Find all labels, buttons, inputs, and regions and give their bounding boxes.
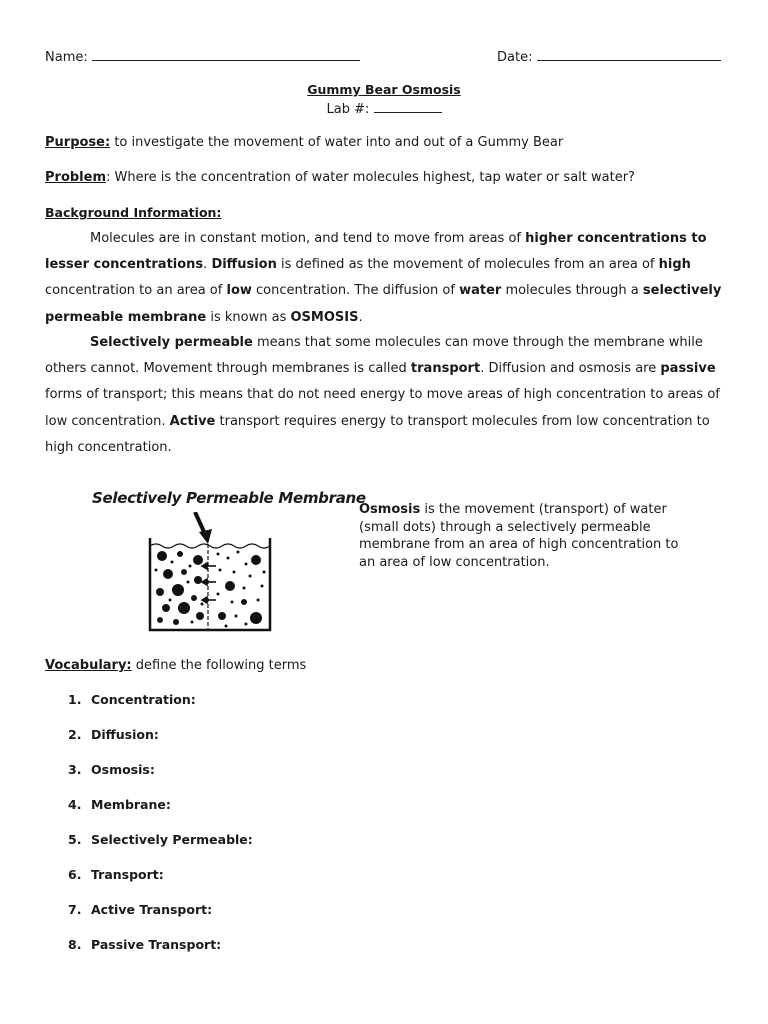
transport-arrows bbox=[202, 563, 216, 603]
purpose-text: to investigate the movement of water into and out of a Gummy Bear bbox=[110, 135, 564, 150]
pointer-arrow-icon bbox=[195, 512, 212, 544]
vocab-term-6: 6. Transport: bbox=[68, 867, 164, 882]
water-molecules bbox=[155, 551, 266, 628]
date-field-row bbox=[497, 48, 721, 65]
vocabulary-label: Vocabulary: bbox=[45, 658, 132, 673]
figure-caption: Osmosis is the movement (transport) of water (small dots) through a selectively permeable membrane from an area of high concentration to an area of low concentration. bbox=[359, 502, 679, 570]
membrane-diagram bbox=[140, 512, 280, 636]
purpose-line bbox=[45, 135, 563, 150]
figure-title: Selectively Permeable Membrane bbox=[92, 489, 366, 507]
vocab-term-5: 5. Selectively Permeable: bbox=[68, 832, 253, 847]
purpose-label: Purpose: bbox=[45, 135, 111, 150]
lab-label: Lab #: bbox=[326, 102, 370, 117]
vocab-term-2: 2. Diffusion: bbox=[68, 727, 159, 742]
background-heading: Background Information: bbox=[45, 205, 222, 220]
vocab-term-8: 8. Passive Transport: bbox=[68, 937, 222, 952]
vocab-term-3: 3. Osmosis: bbox=[68, 762, 155, 777]
vocabulary-line bbox=[45, 658, 306, 673]
name-field-row bbox=[45, 48, 360, 65]
lab-number-line[interactable] bbox=[374, 100, 442, 113]
vocab-term-1: 1. Concentration: bbox=[68, 692, 196, 707]
vocab-term-4: 4. Membrane: bbox=[68, 797, 171, 812]
background-paragraph-2: Selectively permeable means that some molecules can move through the membrane while others cannot. Movement through membranes is called transport. Diffusion and osmosis are passive forms of transport; this means that do not need energy to move areas of high concentration to areas of low concentration. Active transport requires energy to transport molecules from low concentration to high concentration. bbox=[45, 335, 720, 455]
vocabulary-intro: define the following terms bbox=[131, 658, 307, 673]
date-input-line[interactable] bbox=[537, 48, 721, 61]
problem-line bbox=[45, 170, 635, 185]
vocab-term-7: 7. Active Transport: bbox=[68, 902, 213, 917]
name-label: Name: bbox=[45, 50, 88, 65]
water-surface bbox=[150, 544, 270, 548]
page-title: Gummy Bear Osmosis bbox=[307, 82, 461, 97]
background-paragraph-1: Molecules are in constant motion, and tend to move from areas of higher concentrations to lesser concentrations. Diffusion is defined as the movement of molecules from an area of high concentration to an area of low concentration. The diffusion of water molecules through a selectively permeable membrane is known as OSMOSIS. bbox=[45, 231, 722, 325]
lab-number-row bbox=[0, 100, 768, 117]
date-label: Date: bbox=[497, 50, 533, 65]
name-input-line[interactable] bbox=[92, 48, 360, 61]
problem-text: : Where is the concentration of water molecules highest, tap water or salt water? bbox=[106, 170, 635, 185]
problem-label: Problem bbox=[45, 170, 106, 185]
